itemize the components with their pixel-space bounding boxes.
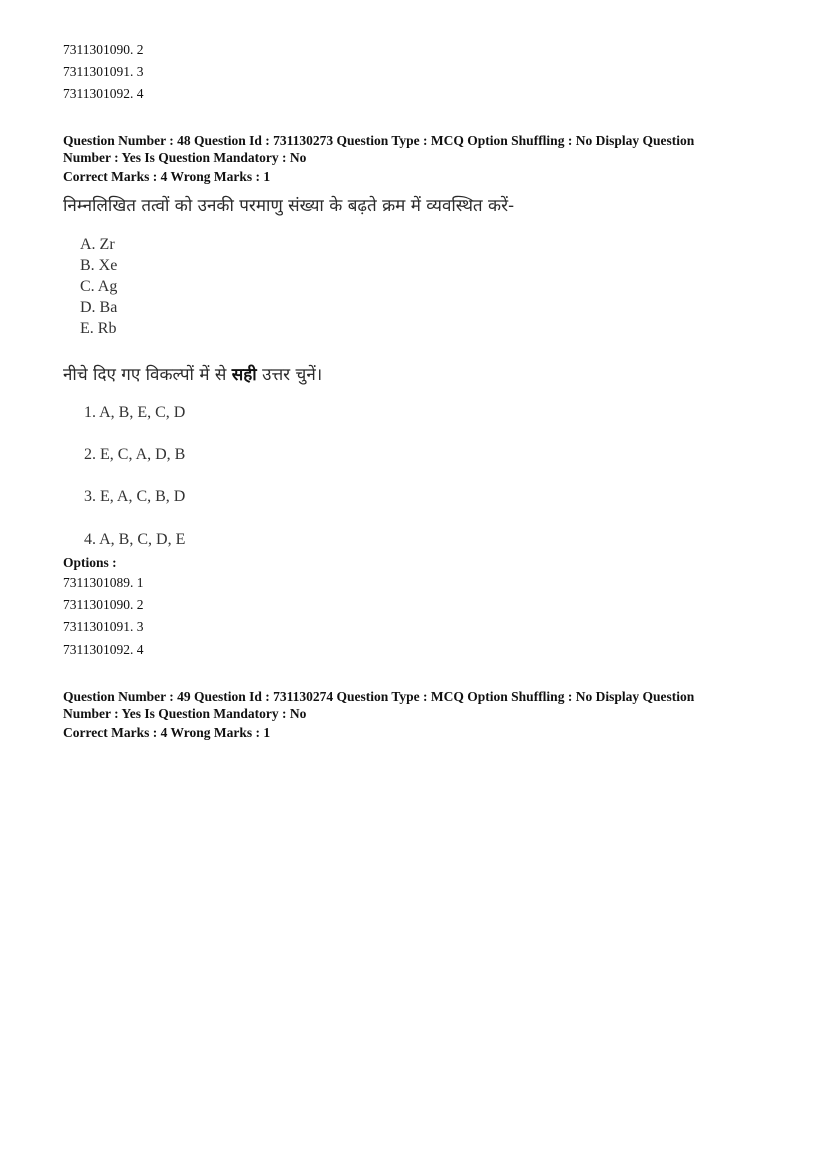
element-item: C. Ag (80, 278, 118, 295)
question-49-meta-line2: Number : Yes Is Question Mandatory : No (63, 706, 307, 721)
instruction-text-post: उत्तर चुनें। (256, 365, 323, 385)
answer-choice: 3. E, A, C, B, D (84, 488, 186, 505)
answer-choice: 1. A, B, E, C, D (84, 404, 186, 421)
instruction-text-bold: सही (231, 365, 257, 385)
option-line: 7311301092. 4 (63, 642, 144, 657)
option-line: 7311301091. 3 (63, 619, 144, 634)
question-48-meta-line1: Question Number : 48 Question Id : 731130273 Question Type : MCQ Option Shuffling : No Display Question (63, 133, 695, 148)
option-line: 7311301091. 3 (63, 64, 144, 79)
element-item: A. Zr (80, 236, 115, 253)
options-label: Options : (63, 555, 117, 570)
question-49-meta (63, 688, 763, 722)
question-48-instruction (63, 362, 322, 385)
option-line: 7311301090. 2 (63, 42, 144, 57)
element-item: D. Ba (80, 299, 118, 316)
answer-choice: 4. A, B, C, D, E (84, 531, 186, 548)
question-49-marks: Correct Marks : 4 Wrong Marks : 1 (63, 725, 271, 740)
element-item: E. Rb (80, 320, 117, 337)
element-item: B. Xe (80, 257, 118, 274)
question-48-meta-line2: Number : Yes Is Question Mandatory : No (63, 150, 307, 165)
option-line: 7311301089. 1 (63, 575, 144, 590)
question-49-meta-line1: Question Number : 49 Question Id : 731130274 Question Type : MCQ Option Shuffling : No Display Question (63, 689, 695, 704)
answer-choice: 2. E, C, A, D, B (84, 446, 186, 463)
question-48-prompt: निम्नलिखित तत्वों को उनकी परमाणु संख्या के बढ़ते क्रम में व्यवस्थित करें- (63, 196, 515, 216)
instruction-text-pre: नीचे दिए गए विकल्पों में से (63, 365, 232, 385)
question-48-marks: Correct Marks : 4 Wrong Marks : 1 (63, 169, 271, 184)
option-line: 7311301090. 2 (63, 597, 144, 612)
question-48-meta (63, 132, 763, 166)
option-line: 7311301092. 4 (63, 86, 144, 101)
